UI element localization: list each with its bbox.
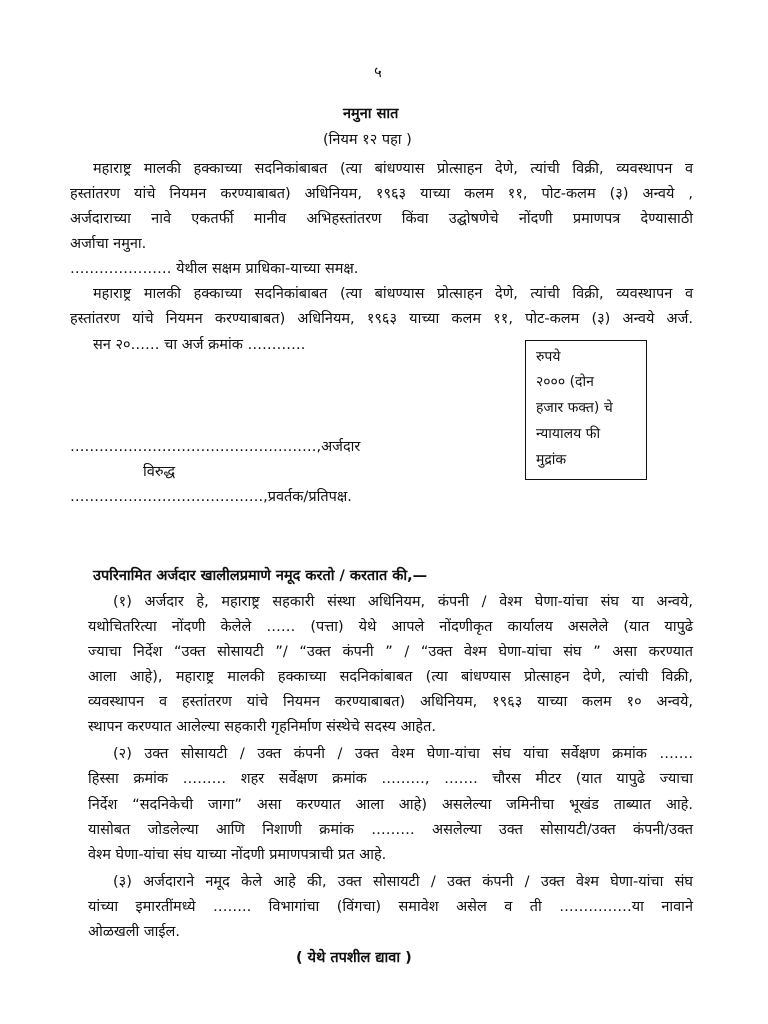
footer-note: ( येथे तपशील द्यावा ) — [296, 950, 412, 966]
stamp-line-2: २००० (दोन — [536, 374, 594, 390]
stamp-line-5: मुद्रांक — [536, 452, 567, 468]
intro-line-4: अर्जाचा नमुना. — [70, 236, 147, 252]
act-reference-line-2: हस्तांतरण यांचे नियमन करण्याबाबत) अधिनियम, १९६३ याच्या कलम ११, पोट-कलम (३) अन्वये अर्ज. — [70, 311, 693, 327]
stamp-line-1: रुपये — [536, 349, 561, 365]
declaration-heading: उपरिनामित अर्जदार खालीलप्रमाणे नमूद करतो / करतात की,— — [93, 568, 428, 584]
para3-line-3: ओळखली जाईल. — [88, 924, 180, 940]
court-fee-stamp-box — [525, 340, 647, 480]
versus-label: विरुद्ध — [143, 464, 176, 480]
para2-line-5: वेश्म घेणा-यांचा संघ याच्या नोंदणी प्रमाणपत्राची प्रत आहे. — [88, 847, 387, 863]
intro-line-1: महाराष्ट्र मालकी हक्काच्या सदनिकांबाबत (त्या बांधण्यास प्रोत्साहन देणे, त्यांची विक्री, व्यवस्थापन व — [93, 161, 693, 177]
authority-line: ………………… येथील सक्षम प्राधिका-याच्या समक्ष. — [70, 261, 359, 277]
page-number: ५ — [374, 63, 382, 81]
rule-reference: (नियम १२ पहा ) — [323, 132, 412, 148]
para1-line-1: (१) अर्जदार हे, महाराष्ट्र सहकारी संस्था अधिनियम, कंपनी / वेश्म घेणा-यांचा संघ या अन्वये, — [113, 594, 693, 610]
act-reference-line-1: महाराष्ट्र मालकी हक्काच्या सदनिकांबाबत (त्या बांधण्यास प्रोत्साहन देणे, त्यांची विक्री, व्यवस्थापन व — [93, 286, 693, 302]
applicant-line: ……………………………………………,अर्जदार — [70, 439, 361, 455]
para1-line-3: ज्याचा निर्देश “उक्त सोसायटी ”/ “उक्त कंपनी ” / “उक्त वेश्म घेणा-यांचा संघ ” असा करण्यात — [88, 644, 693, 660]
stamp-line-4: न्यायालय फी — [536, 426, 601, 442]
form-title: नमुना सात — [343, 106, 399, 122]
application-number-line: सन २०…… चा अर्ज क्रमांक ………… — [93, 337, 306, 353]
respondent-line: ………………………………….,प्रवर्तक/प्रतिपक्ष. — [70, 489, 352, 505]
para3-line-1: (३) अर्जदाराने नमूद केले आहे की, उक्त सोसायटी / उक्त कंपनी / उक्त वेश्म घेणा-यांचा संघ — [113, 874, 693, 890]
stamp-line-3: हजार फक्त) चे — [536, 400, 613, 416]
para2-line-1: (२) उक्त सोसायटी / उक्त कंपनी / उक्त वेश्म घेणा-यांचा संघ यांचा सर्वेक्षण क्रमांक ……. — [113, 746, 693, 762]
intro-line-3: अर्जदाराच्या नावे एकतर्फी मानीव अभिहस्तांतरण किंवा उद्घोषणेचे नोंदणी प्रमाणपत्र देण्यासाठी — [70, 211, 693, 227]
para3-line-2: यांच्या इमारतींमध्ये …….. विभागांचा (विंगचा) समावेश असेल व ती ……………या नावाने — [88, 899, 693, 915]
para1-line-4: आला आहे), महाराष्ट्र मालकी हक्काच्या सदनिकांबाबत (त्या बांधण्यास प्रोत्साहन देणे, त्यांची विक्री, — [88, 669, 693, 685]
para2-line-2: हिस्सा क्रमांक ……… शहर सर्वेक्षण क्रमांक ………, ……. चौरस मीटर (यात यापुढे ज्याचा — [88, 771, 693, 787]
para1-line-2: यथोचितरित्या नोंदणी केलेले …… (पत्ता) येथे आपले नोंदणीकृत कार्यालय असलेले (यात यापुढे — [88, 619, 693, 635]
para1-line-6: स्थापन करण्यात आलेल्या सहकारी गृहनिर्माण संस्थेचे सदस्य आहेत. — [88, 719, 436, 735]
para2-line-3: निर्देश “सदनिकेची जागा” असा करण्यात आला आहे) असलेल्या जमिनीचा भूखंड ताब्यात आहे. — [88, 797, 693, 813]
para1-line-5: व्यवस्थापन व हस्तांतरण यांचे नियमन करण्याबाबत) अधिनियम, १९६३ याच्या कलम १० अन्वये, — [88, 694, 693, 710]
intro-line-2: हस्तांतरण यांचे नियमन करण्याबाबत) अधिनियम, १९६३ याच्या कलम ११, पोट-कलम (३) अन्वये , — [70, 186, 693, 202]
para2-line-4: यासोबत जोडलेल्या आणि निशाणी क्रमांक ……… असलेल्या उक्त सोसायटी/उक्त कंपनी/उक्त — [88, 822, 693, 838]
